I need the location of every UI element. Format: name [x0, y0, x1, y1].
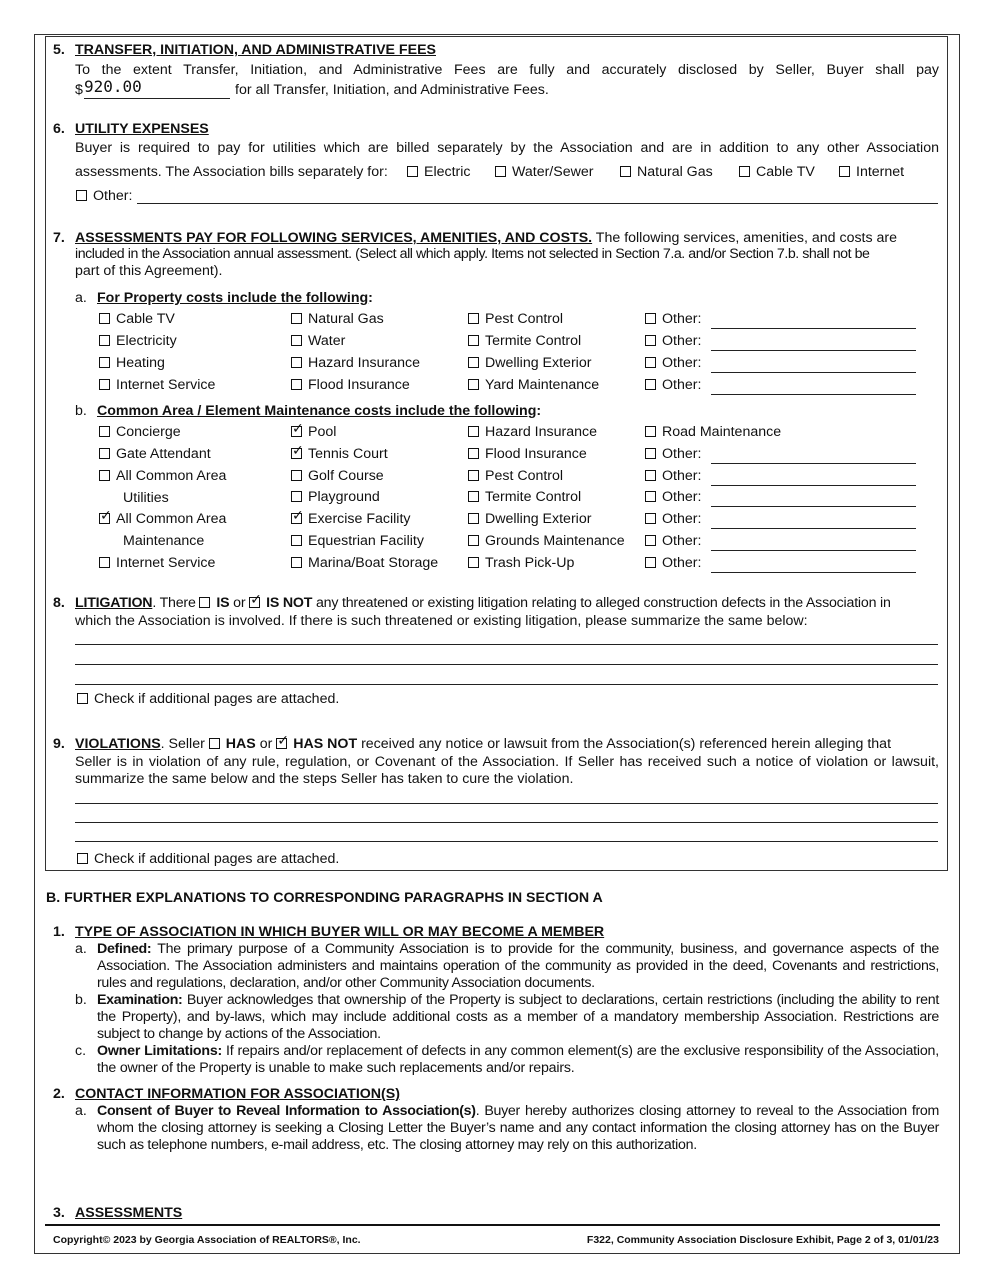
b2a-body: . Buyer hereby authorizes closing attorney to reveal to the Association from whom the closing attorney is seeking a Closing Letter the Buyer’s name and any contact information the closing attorney has on the Buyer such as telephone numbers, e-mail address, etc. The closing attorney may rely on this authorization.	[97, 1103, 940, 1153]
is-label: IS	[216, 595, 230, 611]
section-8-number: 8.	[53, 595, 65, 611]
b2a-text	[97, 1103, 939, 1154]
checkbox[interactable]	[468, 426, 479, 437]
option-termite-control[interactable]	[468, 489, 581, 505]
footer-rule	[45, 1224, 940, 1226]
b1b-letter: b.	[75, 992, 87, 1008]
checkbox[interactable]	[291, 535, 302, 546]
option-other[interactable]	[645, 355, 701, 371]
checkbox[interactable]	[468, 313, 479, 324]
litigation-is-checkbox[interactable]	[199, 597, 210, 608]
b1a-bold: Defined:	[97, 941, 152, 957]
checkbox[interactable]	[99, 470, 110, 481]
text: . There	[152, 595, 196, 611]
checkbox[interactable]	[99, 379, 110, 390]
section-7b-heading-line	[97, 403, 541, 419]
checkbox[interactable]	[291, 313, 302, 324]
option-label: Golf Course	[308, 467, 384, 484]
option-label: Internet Service	[116, 377, 216, 393]
option-dwelling-exterior[interactable]	[468, 511, 591, 527]
other-blank-line[interactable]	[711, 506, 916, 507]
checkbox[interactable]	[99, 513, 110, 524]
option-label: Other:	[662, 467, 702, 484]
utility-water-sewer[interactable]	[495, 164, 593, 180]
option-label: Yard Maintenance	[485, 377, 600, 393]
section-9-line-2: Seller is in violation of any rule, regulation, or Covenant of the Association. If Seller has received such a notice of violation or lawsuit,	[75, 754, 939, 770]
litigation-is-not-checkbox[interactable]	[249, 597, 260, 608]
summary-line[interactable]	[75, 644, 938, 645]
section-6-heading: UTILITY EXPENSES	[75, 121, 209, 137]
checkbox[interactable]	[76, 190, 87, 201]
checkbox[interactable]	[645, 448, 656, 459]
checkbox[interactable]	[645, 379, 656, 390]
checkbox[interactable]	[620, 166, 631, 177]
option-tennis-court[interactable]	[291, 446, 388, 462]
option-other[interactable]	[645, 311, 701, 327]
option-all-common-area-maintenance[interactable]	[99, 511, 226, 527]
option-golf-course[interactable]	[291, 468, 384, 484]
option-label: Grounds Maintenance	[485, 533, 625, 549]
checkbox[interactable]	[291, 470, 302, 481]
attach-label: Check if additional pages are attached.	[94, 691, 340, 707]
checkbox[interactable]	[645, 557, 656, 568]
option-gate-attendant[interactable]	[99, 446, 211, 462]
b2a-letter: a.	[75, 1103, 87, 1119]
section-7a-heading-line	[97, 290, 373, 306]
option-other[interactable]	[645, 468, 701, 484]
option-label: Internet Service	[116, 554, 216, 571]
option-label: Other:	[662, 333, 702, 349]
checkbox[interactable]	[645, 470, 656, 481]
option-label: Hazard Insurance	[485, 424, 597, 440]
text: received any notice or lawsuit from the Association(s) referenced herein alleging that	[361, 736, 892, 752]
checkbox[interactable]	[645, 491, 656, 502]
b1a-text	[97, 941, 939, 992]
option-label: Water	[308, 333, 346, 349]
section-7b-heading: Common Area / Element Maintenance costs include the following	[97, 403, 537, 419]
option-exercise-facility[interactable]	[291, 511, 411, 527]
utility-internet-label: Internet	[856, 164, 905, 180]
option-other[interactable]	[645, 377, 701, 393]
footer-form-id: F322, Community Association Disclosure Exhibit, Page 2 of 3, 01/01/23	[586, 1234, 939, 1246]
utility-other[interactable]	[76, 188, 132, 204]
option-hazard-insurance[interactable]	[468, 424, 597, 440]
option-label: Pool	[308, 424, 337, 440]
checkbox[interactable]	[468, 448, 479, 459]
checkbox[interactable]	[468, 357, 479, 368]
summary-line[interactable]	[75, 803, 938, 804]
section-9-number: 9.	[53, 736, 65, 752]
section-5-text: To the extent Transfer, Initiation, and Administrative Fees are fully and accurately disclosed by Seller, Buyer shall pay	[75, 62, 939, 78]
option-cable-tv[interactable]	[99, 311, 175, 327]
option-trash-pick-up[interactable]	[468, 555, 574, 571]
option-label: Trash Pick-Up	[485, 554, 575, 571]
footer-copyright: Copyright© 2023 by Georgia Association of REALTORS®, Inc.	[53, 1234, 361, 1246]
other-blank-line[interactable]	[711, 350, 916, 351]
other-blank-line[interactable]	[711, 328, 916, 329]
b1c-text	[97, 1043, 939, 1077]
is-not-label: IS NOT	[266, 595, 313, 611]
checkbox[interactable]	[291, 557, 302, 568]
option-label: Road Maintenance	[662, 424, 782, 440]
utility-electric[interactable]	[407, 164, 471, 180]
option-label: Other:	[662, 355, 702, 371]
section-9-line-1	[75, 736, 891, 752]
option-electricity[interactable]	[99, 333, 177, 349]
checkbox[interactable]	[99, 448, 110, 459]
b3-number: 3.	[53, 1205, 65, 1221]
section-7-heading: ASSESSMENTS PAY FOR FOLLOWING SERVICES, AMENITIES, AND COSTS.	[75, 230, 593, 246]
utility-electric-label: Electric	[424, 164, 471, 180]
section-7a-heading: For Property costs include the following	[97, 290, 369, 306]
option-label: Playground	[308, 489, 380, 506]
option-other[interactable]	[645, 511, 701, 527]
b1c-bold: Owner Limitations:	[97, 1043, 223, 1059]
option-other[interactable]	[645, 333, 701, 349]
option-label: Exercise Facility	[308, 511, 411, 528]
option-label: Flood Insurance	[485, 445, 587, 462]
checkbox[interactable]	[645, 535, 656, 546]
section-7-text-3: part of this Agreement).	[75, 263, 223, 279]
b1a-body: The primary purpose of a Community Association is to provide for the community, business, and governance aspects of the Association. The Association administers and maintains operation of the community as provided in the deed, Covenants and restrictions, rules and regulations, declaration, and/or other Community Association documents.	[97, 941, 939, 991]
checkbox[interactable]	[99, 335, 110, 346]
utility-water-sewer-label: Water/Sewer	[512, 164, 594, 180]
option-internet-service[interactable]	[99, 377, 215, 393]
checkbox[interactable]	[99, 426, 110, 437]
other-blank-line[interactable]	[711, 485, 916, 486]
attach-label: Check if additional pages are attached.	[94, 851, 340, 867]
other-blank-line[interactable]	[711, 528, 916, 529]
checkbox[interactable]	[291, 357, 302, 368]
b1-number: 1.	[53, 924, 65, 940]
checkbox[interactable]	[99, 557, 110, 568]
b1c-letter: c.	[75, 1043, 87, 1059]
option-other[interactable]	[645, 533, 701, 549]
section-9-attach[interactable]	[77, 851, 339, 867]
utility-internet[interactable]	[839, 164, 904, 180]
section-7-heading-line	[75, 230, 897, 246]
option-label: Hazard Insurance	[308, 355, 420, 371]
attach-checkbox[interactable]	[77, 853, 88, 864]
summary-line[interactable]	[75, 684, 938, 685]
option-label: Cable TV	[116, 311, 175, 327]
checkbox[interactable]	[99, 357, 110, 368]
summary-line[interactable]	[75, 841, 938, 842]
option-label: Termite Control	[485, 333, 582, 349]
other-blank-line[interactable]	[711, 550, 916, 551]
checkbox[interactable]	[99, 313, 110, 324]
checkbox[interactable]	[291, 426, 302, 437]
b2a-bold: Consent of Buyer to Reveal Information to Association(s)	[97, 1103, 476, 1119]
option-label: Heating	[116, 355, 165, 371]
checkbox[interactable]	[468, 513, 479, 524]
b1b-bold: Examination:	[97, 992, 183, 1008]
option-label-continued: Maintenance	[123, 533, 205, 550]
option-label: Dwelling Exterior	[485, 355, 592, 371]
checkbox[interactable]	[407, 166, 418, 177]
attach-checkbox[interactable]	[77, 693, 88, 704]
utility-natural-gas-label: Natural Gas	[637, 164, 713, 180]
checkbox[interactable]	[291, 448, 302, 459]
section-6-number: 6.	[53, 121, 65, 137]
checkbox[interactable]	[468, 379, 479, 390]
section-8-heading: LITIGATION	[75, 595, 153, 611]
b1b-body: Buyer acknowledges that ownership of the Property is subject to declarations, certain restrictions (including the ability to rent the Property), and by-laws, which may include additional costs as a member of a mandatory membership Association. Restrictions are subject to change by actions of the Association.	[97, 992, 939, 1042]
option-flood-insurance[interactable]	[468, 446, 587, 462]
checkbox[interactable]	[495, 166, 506, 177]
colon: :	[368, 290, 373, 306]
option-all-common-area-utilities[interactable]	[99, 468, 226, 484]
option-label: Other:	[662, 511, 702, 528]
option-pest-control[interactable]	[468, 468, 563, 484]
option-label: Dwelling Exterior	[485, 511, 592, 528]
checkbox[interactable]	[739, 166, 750, 177]
b1-heading: TYPE OF ASSOCIATION IN WHICH BUYER WILL OR MAY BECOME A MEMBER	[75, 924, 605, 940]
text: any threatened or existing litigation relating to alleged construction defects in the Association in	[315, 595, 891, 611]
violations-has-checkbox[interactable]	[209, 738, 220, 749]
option-road-maintenance[interactable]	[645, 424, 781, 440]
option-equestrian-facility[interactable]	[291, 533, 424, 549]
option-termite-control[interactable]	[468, 333, 581, 349]
option-label: Flood Insurance	[308, 377, 410, 393]
checkbox[interactable]	[839, 166, 850, 177]
section-9-line-3: summarize the same below and the steps Seller has taken to cure the violation.	[75, 771, 574, 787]
violations-has-not-checkbox[interactable]	[276, 738, 287, 749]
section-9-heading: VIOLATIONS	[75, 736, 161, 752]
option-label: Other:	[662, 489, 702, 506]
text: . Seller	[160, 736, 205, 752]
colon: :	[536, 403, 542, 419]
option-playground[interactable]	[291, 489, 380, 505]
or-label: or	[233, 595, 246, 611]
summary-line[interactable]	[75, 822, 938, 823]
option-label: Other:	[662, 377, 702, 393]
b3-heading: ASSESSMENTS	[75, 1205, 183, 1221]
b2-number: 2.	[53, 1086, 65, 1102]
checkbox[interactable]	[291, 335, 302, 346]
option-label: Other:	[662, 445, 702, 462]
option-label: Termite Control	[485, 489, 582, 506]
other-blank-line[interactable]	[711, 463, 916, 464]
checkbox[interactable]	[468, 557, 479, 568]
checkbox[interactable]	[645, 426, 656, 437]
other-blank-line[interactable]	[711, 394, 916, 395]
section-5-number: 5.	[53, 42, 65, 58]
option-label: Equestrian Facility	[308, 533, 424, 549]
checkbox[interactable]	[468, 491, 479, 502]
option-concierge[interactable]	[99, 424, 181, 440]
has-label: HAS	[225, 736, 256, 752]
option-label: Other:	[662, 554, 702, 571]
option-yard-maintenance[interactable]	[468, 377, 599, 393]
option-label: Other:	[662, 533, 702, 549]
fee-amount-field[interactable]: 920.00	[84, 77, 142, 96]
has-not-label: HAS NOT	[293, 736, 358, 752]
section-7-number: 7.	[53, 230, 65, 246]
option-dwelling-exterior[interactable]	[468, 355, 591, 371]
option-hazard-insurance[interactable]	[291, 355, 420, 371]
section-7-text-2: included in the Association annual assessment. (Select all which apply. Items not selected in Section 7.a. and/or Section 7.b. shall not be	[75, 246, 870, 262]
option-label: Tennis Court	[308, 445, 388, 462]
checkbox[interactable]	[291, 379, 302, 390]
section-5-heading: TRANSFER, INITIATION, AND ADMINISTRATIVE FEES	[75, 42, 436, 58]
option-heating[interactable]	[99, 355, 165, 371]
utility-cable-tv-label: Cable TV	[756, 164, 815, 180]
option-label-continued: Utilities	[123, 489, 169, 506]
section-5-text-2: for all Transfer, Initiation, and Administrative Fees.	[235, 82, 549, 98]
option-label: Electricity	[116, 333, 177, 349]
checkbox[interactable]	[291, 513, 302, 524]
section-7a-letter: a.	[75, 290, 87, 306]
b1b-text	[97, 992, 939, 1043]
section-6-text-2: assessments. The Association bills separately for:	[75, 164, 388, 180]
option-label: Concierge	[116, 424, 181, 440]
section-7-text: The following services, amenities, and costs are	[592, 230, 898, 246]
section-8-line-1	[75, 595, 891, 611]
fee-amount-line	[84, 98, 230, 99]
option-label: Marina/Boat Storage	[308, 554, 439, 571]
option-label: Natural Gas	[308, 311, 384, 327]
option-other[interactable]	[645, 489, 701, 505]
or-label: or	[259, 736, 273, 752]
checkbox[interactable]	[645, 313, 656, 324]
checkbox[interactable]	[645, 513, 656, 524]
option-marina-boat-storage[interactable]	[291, 555, 438, 571]
utility-cable-tv[interactable]	[739, 164, 815, 180]
option-pest-control[interactable]	[468, 311, 563, 327]
other-blank-line[interactable]	[711, 372, 916, 373]
option-label: All Common Area	[116, 467, 227, 484]
section-b-title: B. FURTHER EXPLANATIONS TO CORRESPONDING PARAGRAPHS IN SECTION A	[46, 890, 603, 906]
option-pool[interactable]	[291, 424, 336, 440]
option-label: All Common Area	[116, 511, 227, 528]
option-natural-gas[interactable]	[291, 311, 384, 327]
checkbox[interactable]	[645, 335, 656, 346]
option-flood-insurance[interactable]	[291, 377, 410, 393]
option-grounds-maintenance[interactable]	[468, 533, 625, 549]
summary-line[interactable]	[75, 664, 938, 665]
checkbox[interactable]	[645, 357, 656, 368]
option-label: Pest Control	[485, 311, 564, 327]
utility-other-label: Other:	[93, 188, 133, 204]
checkbox[interactable]	[468, 470, 479, 481]
checkbox[interactable]	[468, 535, 479, 546]
checkbox[interactable]	[468, 335, 479, 346]
section-8-line-2: which the Association is involved. If there is such threatened or existing litigation, please summarize the same below:	[75, 613, 808, 629]
checkbox[interactable]	[291, 491, 302, 502]
b1c-body: If repairs and/or replacement of defects in any common element(s) are the exclusive responsibility of the Association, the owner of the Property is unable to make such replacements and/or repairs.	[97, 1043, 939, 1076]
option-other[interactable]	[645, 446, 701, 462]
section-8-attach[interactable]	[77, 691, 339, 707]
option-label: Other:	[662, 311, 702, 327]
b1a-letter: a.	[75, 941, 87, 957]
option-label: Pest Control	[485, 467, 564, 484]
option-other[interactable]	[645, 555, 701, 571]
utility-natural-gas[interactable]	[620, 164, 713, 180]
option-internet-service[interactable]	[99, 555, 215, 571]
section-6-text: Buyer is required to pay for utilities which are billed separately by the Association and are in addition to any other Association	[75, 140, 939, 156]
option-water[interactable]	[291, 333, 345, 349]
other-blank-line[interactable]	[711, 572, 916, 573]
section-7b-letter: b.	[75, 403, 87, 419]
dollar-sign: $	[75, 82, 83, 98]
utility-other-line	[137, 203, 938, 204]
option-label: Gate Attendant	[116, 445, 211, 462]
b2-heading: CONTACT INFORMATION FOR ASSOCIATION(S)	[75, 1086, 400, 1102]
